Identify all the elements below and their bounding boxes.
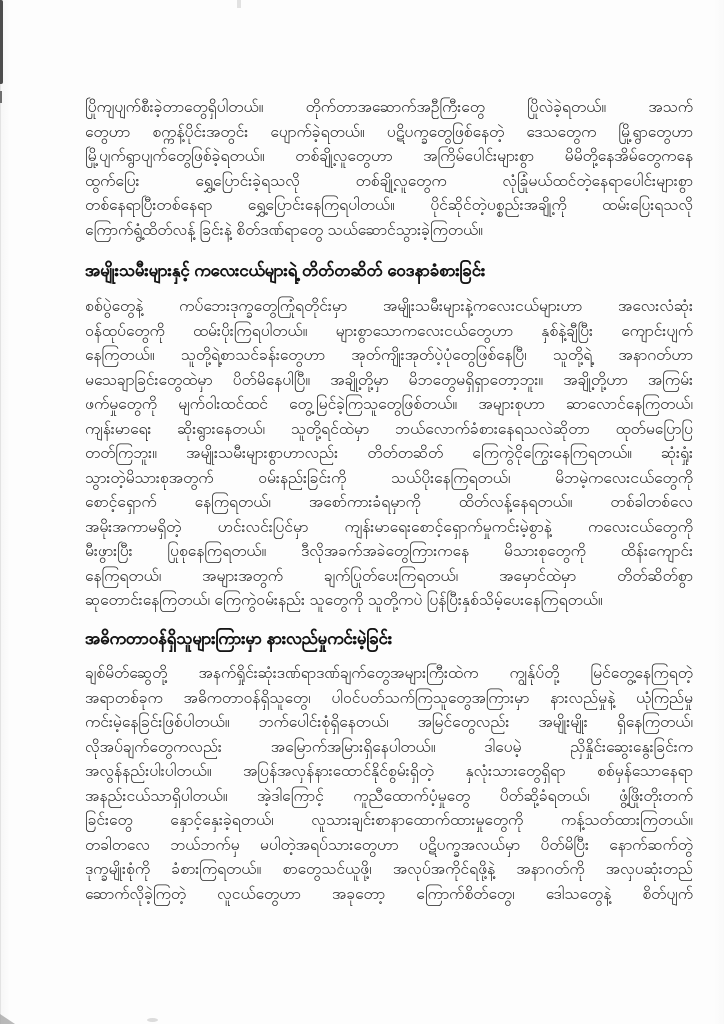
text-line: နေကြတယ်။ သူတို့ရဲ့စာသင်ခန်းတွေဟာ အုတ်ကျိုးအုတ်ပဲ့ပုံတွေဖြစ်နေပြီ၊ သူတို့ရဲ့ အနာဂတ်ဟာ (85, 347, 693, 364)
text-line: တခါတလေ ဘယ်ဘက်မှ မပါတဲ့အရပ်သားတွေဟာ ပဋိပက္ခအလယ်မှာ ပိတ်မိပြီး နောက်ဆက်တွဲ (85, 836, 693, 854)
text-line: ခြင်းတွေ နှောင့်နှေးခဲ့ရတယ်၊ လူသားချင်းစာနာထောက်ထားမှုတွေကို ကန့်သတ်ထားကြတယ်။ (85, 812, 693, 829)
text-line: ကျန်းမာရေး ဆိုးရွားနေတယ်၊ သူတို့ရင်ထဲမှာ ဘယ်လောက်ခံစားနေရသလဲဆိုတာ ထုတ်မပြောပြ (85, 420, 693, 438)
paragraph-3 (85, 662, 693, 907)
text-line: လိုအပ်ချက်တွေကလည်း အမြောက်အမြားရှိနေပါတယ်။ ဒါပေမဲ့ ညှိနှိုင်းဆွေးနွေးခြင်းက (85, 738, 693, 756)
text-line: မြို့ပျက်ရွာပျက်တွေဖြစ်ခဲ့ရတယ်။ တစ်ချို့လူတွေဟာ အကြိမ်ပေါင်းများစွာ မိမိတို့နေအိမ်တွေကနေ (85, 148, 693, 165)
text-line: ပြိုကျပျက်စီးခဲ့တာတွေရှိပါတယ်။ တိုက်တာအဆောက်အဦကြီးတွေ ပြိုလဲခဲ့ရတယ်။ အသက် (85, 99, 693, 116)
scan-speck (237, 0, 241, 8)
text-line: ချစ်မိတ်ဆွေတို့ အနက်ရှိုင်းဆုံးဒဏ်ရာဒဏ်ချက်တွေအများကြီးထဲက ကျွန်ုပ်တို့ မြင်တွေ့နေကြရတဲ့ (85, 665, 693, 682)
section-heading-1: အမျိုးသမီးများနှင့် ကလေးငယ်များရဲ့ တိတ်တဆိတ် ဝေဒနာခံစားခြင်း (85, 262, 486, 280)
text-line: အလွန်နည်းပါးပါတယ်။ အပြန်အလှန်နားထောင်နိုင်စွမ်းရှိတဲ့ နှလုံးသားတွေရှိရာ စစ်မှန်သောနေရာ (85, 763, 693, 780)
text-line: တစ်နေရာပြီးတစ်နေရာ ရွှေ့ပြောင်းနေကြရပါတယ်။ ပိုင်ဆိုင်တဲ့ပစ္စည်းအချို့ကို ထမ်းပြေးရသလို (85, 197, 693, 214)
text-line: ကင်းမဲ့နေခြင်းဖြစ်ပါတယ်။ ဘက်ပေါင်းစုံရှိနေတယ်၊ အမြင်တွေလည်း အမျိုးမျိုး ရှိနေကြတယ်၊ (85, 714, 693, 731)
text-line: သွားတဲ့မိသားစုအတွက် ဝမ်းနည်းခြင်းကို သယ်ပိုးနေကြရတယ်၊ မိဘမဲ့ကလေးငယ်တွေကို (85, 469, 693, 487)
scan-artifact-top-left (0, 0, 3, 84)
text-line: ထွက်ပြေး ရွှေ့ပြောင်းခဲ့ရသလို တစ်ချို့လူတွေက လုံခြုံမယ်ထင်တဲ့နေရာပေါင်းများစွာ (85, 172, 693, 190)
paragraph-2 (85, 295, 693, 614)
paragraph-1 (85, 96, 693, 243)
text-line: စောင့်ရှောက် နေကြရတယ်၊ အစော်ကားခံရမှာကို ထိတ်လန့်နေရတယ်။ တစ်ခါတစ်လေ (85, 494, 693, 511)
text-line: ဖက်မှုတွေကို မျက်ဝါးထင်ထင် တွေ့မြင်ခဲ့ကြသူတွေဖြစ်တယ်။ အများစုဟာ ဆာလောင်နေကြတယ်၊ (85, 396, 693, 413)
text-line: ဆောက်လိုခဲ့ကြတဲ့ လူငယ်တွေဟာ အခုတော့ ကြောက်စိတ်တွေ၊ ဒေါသတွေနဲ့ စိတ်ပျက် (85, 885, 693, 903)
scan-edge-line (0, 0, 1, 1024)
section-heading-2: အဓိကတာဝန်ရှိသူများကြားမှာ နားလည်မှုကင်းမဲ့ခြင်း (85, 630, 393, 648)
text-line: ဆုတောင်းနေကြတယ်၊ ကြေကွဲဝမ်းနည်း သူတွေကို သူတို့ကပဲ ပြန်ပြီးနှစ်သိမ့်ပေးနေကြရတယ်။ (85, 592, 603, 609)
scan-artifact-bottom-left (0, 1014, 15, 1024)
text-line: အနည်းငယ်သာရှိပါတယ်။ အဲ့ဒါကြောင့် ကူညီထောက်ပံ့မှုတွေ ပိတ်ဆို့ခံရတယ်၊ ဖွံ့ဖြိုးတိုးတက် (85, 787, 693, 805)
scan-speck (147, 1018, 158, 1022)
text-line: မသေချာခြင်းတွေထဲမှာ ပိတ်မိနေပါပြီ။ အချို့တို့မှာ မိဘတွေမရှိရှာတော့ဘူး။ အချို့တို့ဟာ အကြမ်း (85, 371, 693, 389)
text-line: ဝန်ထုပ်တွေကို ထမ်းပိုးကြရပါတယ်။ များစွာသောကလေးငယ်တွေဟာ နှစ်နဲ့ချီပြီး ကျောင်းပျက် (85, 322, 693, 340)
text-line: တတ်ကြဘူး။ အမျိုးသမီးများစွာဟာလည်း တိတ်တဆိတ် ကြေကွဲငိုကြွေးနေကြရတယ်။ ဆုံးရှုံး (85, 445, 693, 462)
text-line: ဒုက္ခမျိုးစုံကို ခံစားကြရတယ်။ စာတွေသင်ယူဖို့၊ အလုပ်အကိုင်ရဖို့နဲ့ အနာဂတ်ကို အလှပဆုံးတည် (85, 861, 693, 878)
text-line: ကြောက်ရွံ့ထိတ်လန့် ခြင်းနဲ့ စိတ်ဒဏ်ရာတွေ သယ်ဆောင်သွားခဲ့ကြတယ်။ (85, 221, 483, 239)
text-line: အရာတစ်ခုက အဓိကတာဝန်ရှိသူတွေ၊ ပါဝင်ပတ်သက်ကြသူတွေအကြားမှာ နားလည်မှုနဲ့ ယုံကြည်မှု (85, 689, 693, 707)
scan-artifact-left-dash (0, 91, 2, 103)
text-line: စစ်ပွဲတွေနဲ့ ကပ်ဘေးဒုက္ခတွေကြုံရတိုင်းမှာ အမျိုးသမီးများနဲ့ကလေးငယ်များဟာ အလေးလံဆုံး (85, 298, 693, 315)
text-line: အမိုးအကာမရှိတဲ့ ဟင်းလင်းပြင်မှာ ကျန်းမာရေးစောင့်ရှောက်မှုကင်းမဲ့စွာနဲ့ ကလေးငယ်တွေကို (85, 518, 693, 536)
text-line: မီးဖွားပြီး ပြုစုနေကြရတယ်။ ဒီလိုအခက်အခဲတွေကြားကနေ မိသားစုတွေကို ထိန်းကျောင်း (85, 543, 693, 560)
text-line: နေကြရတယ်၊ အများအတွက် ချက်ပြုတ်ပေးကြရတယ်၊ အမှောင်ထဲမှာ တိတ်ဆိတ်စွာ (85, 567, 693, 585)
text-line: တွေဟာ စက္ကန့်ပိုင်းအတွင်း ပျောက်ခဲ့ရတယ်။ ပဋိပက္ခတွေဖြစ်နေတဲ့ ဒေသတွေက မြို့ရွာတွေဟာ (85, 123, 693, 141)
